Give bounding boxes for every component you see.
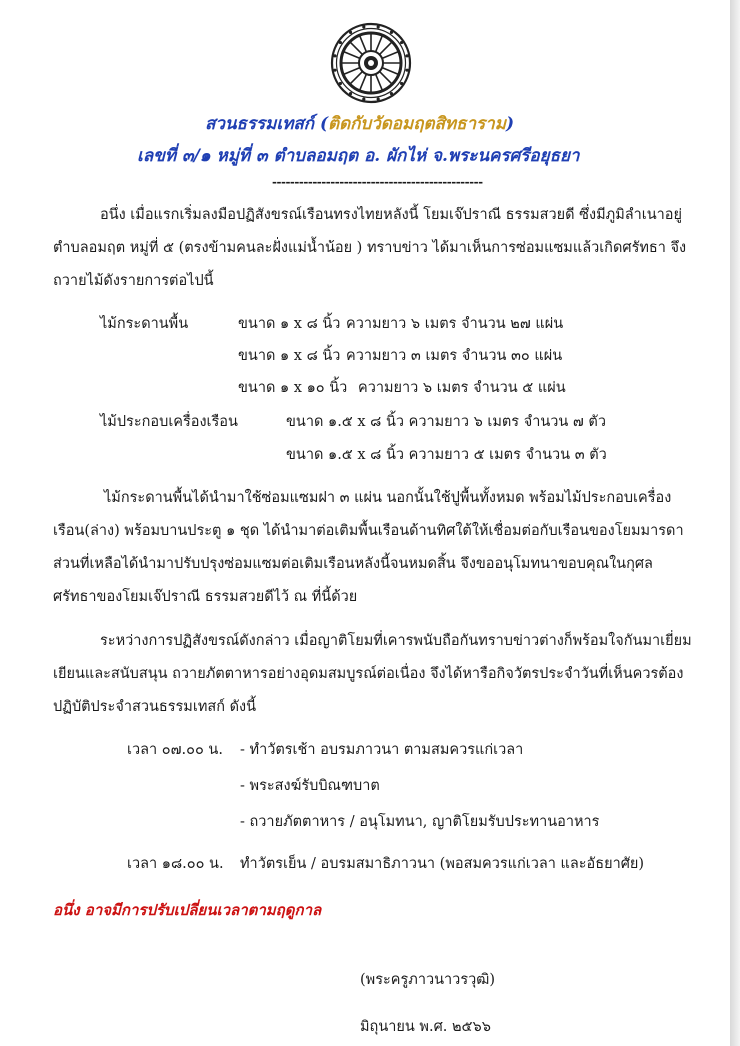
schedule-morning-item-3: - ถวายภัตตาหาร / อนุโมทนา, ญาติโยมรับประทานอาหาร xyxy=(240,814,600,830)
floor-size-2: ขนาด ๑ x ๘ นิ้ว xyxy=(238,348,341,364)
para2-line-2: เรือน(ล่าง) พร้อมบานประตู ๑ ชุด ได้นำมาต่อเติมพื้นเรือนด้านทิศใต้ให้เชื่อมต่อกับเรือนของโยมมารดา xyxy=(53,523,684,539)
title-main: สวนธรรมเทสก์ ( xyxy=(205,114,329,134)
title-temple: ติดกับวัดอมฤตสิทธาราม xyxy=(328,114,506,134)
signature-date: มิถุนายน พ.ศ. ๒๕๖๖ xyxy=(360,1019,491,1035)
house-label: ไม้ประกอบเครื่องเรือน xyxy=(100,414,238,430)
para3-line-3: ปฏิบัติประจำสวนธรรมเทสก์ ดังนี้ xyxy=(53,699,257,715)
para2-line-3: ส่วนที่เหลือได้นำมาปรับปรุงซ่อมแซมต่อเติมเรือนหลังนี้จนหมดสิ้น จึงขออนุโมทนาขอบคุณในกุศล xyxy=(53,556,653,572)
schedule-morning-item-1: - ทำวัตรเช้า อบรมภาวนา ตามสมควรแก่เวลา xyxy=(240,742,524,758)
para3-line-2: เยียนและสนับสนุน ถวายภัตตาหารอย่างอุดมสมบูรณ์ต่อเนื่อง จึงได้หารือกิจวัตรประจำวันที่เห็นควรต้อง xyxy=(53,666,684,682)
para2-line-4: ศรัทธาของโยมเจ๊ปราณี ธรรมสวยดีไว้ ณ ที่นี้ด้วย xyxy=(53,589,358,605)
schedule-morning-item-2: - พระสงฆ์รับบิณฑบาต xyxy=(240,778,380,794)
floor-size-1: ขนาด ๑ x ๘ นิ้ว xyxy=(238,316,341,332)
page-edge-shadow xyxy=(730,0,740,1046)
para2-line-1: ไม้กระดานพื้นได้นำมาใช้ซ่อมแซมฝา ๓ แผ่น นอกนั้นใช้ปูพื้นทั้งหมด พร้อมไม้ประกอบเครื่อง xyxy=(104,490,672,506)
para3-line-1: ระหว่างการปฏิสังขรณ์ดังกล่าว เมื่อญาติโยมที่เคารพนับถือกันทราบข่าวต่างก็พร้อมใจกันมาเยี่ยม xyxy=(100,633,692,649)
signature-name: (พระครูภาวนาวรวุฒิ) xyxy=(360,972,496,988)
floor-detail-2: ความยาว ๓ เมตร จำนวน ๓๐ แผ่น xyxy=(346,348,563,364)
dharma-wheel-icon xyxy=(330,22,412,104)
address: เลขที่ ๓/๑ หมู่ที่ ๓ ตำบลอมฤต อ. ผักไห่ จ.พระนครศรีอยุธยา xyxy=(137,146,580,166)
house-item-1: ขนาด ๑.๕ x ๘ นิ้ว ความยาว ๖ เมตร จำนวน ๗ ตัว xyxy=(286,414,606,430)
intro-line-1: อนึ่ง เมื่อแรกเริ่มลงมือปฏิสังขรณ์เรือนทรงไทยหลังนี้ โยมเจ๊ปราณี ธรรมสวยดี ซึ่งมีภูมิลำเนาอยู่ xyxy=(100,207,683,223)
schedule-evening-time: เวลา ๑๘.๐๐ น. xyxy=(127,856,224,872)
intro-line-3: ถวายไม้ดังรายการต่อไปนี้ xyxy=(53,273,214,289)
intro-line-2: ตำบลอมฤต หมู่ที่ ๕ (ตรงข้ามคนละฝั่งแม่น้ำน้อย ) ทราบข่าว ได้มาเห็นการซ่อมแซมแล้วเกิดศรัทธา จึง xyxy=(53,240,687,256)
divider: ----------------------------------------------- xyxy=(272,175,483,189)
house-item-2: ขนาด ๑.๕ x ๘ นิ้ว ความยาว ๕ เมตร จำนวน ๓ ตัว xyxy=(286,447,607,463)
title-close: ) xyxy=(505,114,514,134)
schedule-morning-time: เวลา ๐๗.๐๐ น. xyxy=(127,742,223,758)
floor-size-3: ขนาด ๑ x ๑๐ นิ้ว xyxy=(238,380,348,396)
page-title xyxy=(205,110,514,137)
floor-detail-1: ความยาว ๖ เมตร จำนวน ๒๗ แผ่น xyxy=(346,316,564,332)
floor-label: ไม้กระดานพื้น xyxy=(100,316,189,332)
floor-detail-3: ความยาว ๖ เมตร จำนวน ๕ แผ่น xyxy=(358,380,566,396)
time-change-note: อนึ่ง อาจมีการปรับเปลี่ยนเวลาตามฤดูกาล xyxy=(53,901,322,919)
schedule-evening-item: ทำวัตรเย็น / อบรมสมาธิภาวนา (พอสมควรแก่เวลา และอัธยาศัย) xyxy=(240,856,645,872)
